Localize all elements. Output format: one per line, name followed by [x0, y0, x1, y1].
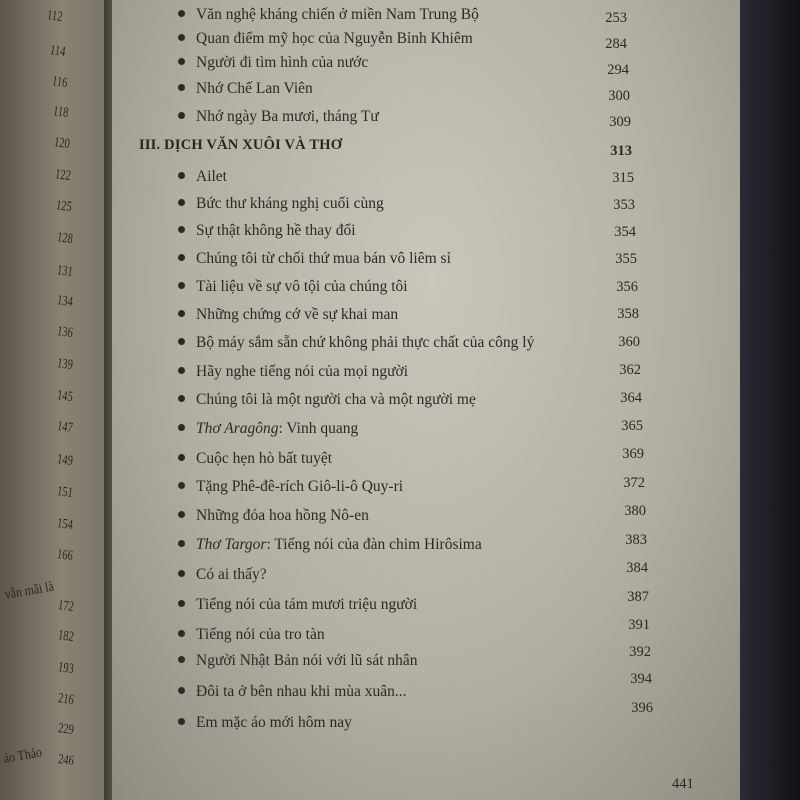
background-edge	[740, 0, 800, 800]
left-page-number: 136	[56, 324, 74, 342]
toc-entry-page: 391	[628, 617, 650, 633]
left-page-number: 145	[56, 388, 74, 406]
toc-entry	[178, 108, 379, 126]
toc-entry-page: 358	[617, 306, 639, 322]
bullet-icon	[178, 254, 185, 261]
toc-entry	[178, 420, 358, 438]
toc-entry	[178, 391, 476, 409]
left-page-number: 246	[57, 752, 75, 770]
left-page-number: 139	[56, 356, 74, 374]
toc-entry	[178, 714, 352, 732]
page-folio: 441	[672, 776, 694, 792]
toc-entry	[178, 195, 384, 213]
toc-entry-title: Tài liệu về sự vô tội của chúng tôi	[196, 278, 408, 295]
toc-entry-title: Tiếng nói của tám mươi triệu người	[196, 596, 418, 613]
toc-entry-page: 383	[625, 532, 647, 548]
toc-entry	[178, 450, 332, 468]
toc-entry-title: Sự thật không hề thay đổi	[196, 222, 356, 239]
toc-entry-title: Có ai thấy?	[196, 566, 267, 583]
toc-entry-page: 362	[619, 362, 641, 378]
toc-entry	[178, 683, 407, 701]
bullet-icon	[178, 630, 185, 637]
toc-entry-title: Ailet	[196, 168, 227, 185]
toc-entry	[178, 278, 408, 296]
left-page-number: 116	[51, 74, 69, 92]
toc-entry-title: Quan điểm mỹ học của Nguyễn Bỉnh Khiêm	[196, 30, 473, 47]
toc-entry-page: 360	[618, 334, 640, 350]
toc-entry-title: Bộ máy sắm sẵn chứ không phải thực chất của công lý	[196, 334, 535, 351]
left-page-number: 128	[56, 230, 74, 248]
bullet-icon	[178, 687, 185, 694]
section-page: 313	[610, 143, 632, 159]
bullet-icon	[178, 310, 185, 317]
toc-entry-title: Hãy nghe tiếng nói của mọi người	[196, 363, 409, 380]
toc-entry-prefix: Thơ Targor	[196, 536, 267, 553]
left-page-number: 166	[56, 547, 74, 565]
bullet-icon	[178, 58, 185, 65]
bullet-icon	[178, 34, 185, 41]
bullet-icon	[178, 656, 185, 663]
bullet-icon	[178, 424, 185, 431]
left-page-number: 134	[56, 293, 74, 311]
bullet-icon	[178, 482, 185, 489]
bullet-icon	[178, 84, 185, 91]
toc-entry	[178, 6, 479, 24]
toc-entry-page: 355	[615, 251, 637, 267]
toc-entry-title: Tiếng nói của tro tàn	[196, 626, 325, 643]
bullet-icon	[178, 395, 185, 402]
left-page-fragment: vẫn mãi là	[3, 579, 56, 603]
toc-entry	[178, 507, 369, 525]
toc-entry	[178, 168, 227, 186]
toc-entry-page: 294	[607, 62, 629, 78]
toc-entry	[178, 30, 473, 48]
right-page	[112, 0, 752, 800]
bullet-icon	[178, 540, 185, 547]
toc-entry-title: Bức thư kháng nghị cuối cùng	[196, 195, 384, 212]
left-page-fragment: ảo Tháo	[2, 745, 44, 767]
toc-entry-page: 309	[609, 114, 631, 130]
toc-entry-title: : Vinh quang	[278, 420, 359, 437]
toc-entry-page: 300	[608, 88, 630, 104]
left-page-number: 120	[53, 135, 71, 153]
toc-entry-title: Nhớ Chế Lan Viên	[196, 80, 313, 97]
toc-entry-title: : Tiếng nói của đàn chim Hirôsima	[266, 536, 482, 553]
bullet-icon	[178, 172, 185, 179]
toc-entry-title: Những đóa hoa hồng Nô-en	[196, 507, 369, 524]
bullet-icon	[178, 718, 185, 725]
toc-entry-title: Nhớ ngày Ba mươi, tháng Tư	[196, 108, 379, 125]
toc-entry	[178, 54, 368, 72]
toc-entry-title: Người Nhật Bản nói với lũ sát nhân	[196, 652, 418, 669]
bullet-icon	[178, 600, 185, 607]
toc-entry	[178, 478, 403, 496]
bullet-icon	[178, 570, 185, 577]
toc-entry	[178, 80, 313, 98]
toc-entry-page: 356	[616, 279, 638, 295]
bullet-icon	[178, 226, 185, 233]
toc-entry	[178, 652, 418, 670]
toc-entry-page: 253	[605, 10, 627, 26]
toc-entry-prefix: Thơ Aragông	[196, 420, 279, 437]
toc-entry	[178, 596, 417, 614]
toc-entry	[178, 626, 325, 644]
toc-entry-title: Đôi ta ở bên nhau khi mùa xuân...	[196, 683, 407, 700]
bullet-icon	[178, 282, 185, 289]
left-page-number: 125	[55, 198, 73, 216]
toc-entry	[178, 306, 398, 324]
left-page-number: 149	[56, 452, 74, 470]
toc-entry-page: 364	[620, 390, 642, 406]
left-page-number: 216	[57, 691, 75, 709]
bullet-icon	[178, 199, 185, 206]
left-page	[0, 0, 112, 800]
toc-entry-page: 396	[631, 700, 653, 716]
toc-entry-page: 353	[613, 197, 635, 213]
bullet-icon	[178, 112, 185, 119]
toc-entry-page: 392	[629, 644, 651, 660]
left-page-number: 114	[49, 43, 67, 61]
toc-entry	[178, 566, 267, 584]
bullet-icon	[178, 454, 185, 461]
left-page-number: 154	[56, 516, 74, 534]
toc-entry-page: 394	[630, 671, 652, 687]
toc-entry-title: Em mặc áo mới hôm nay	[196, 714, 352, 731]
bullet-icon	[178, 511, 185, 518]
bullet-icon	[178, 367, 185, 374]
left-page-number: 193	[57, 660, 75, 678]
toc-entry-page: 315	[612, 170, 634, 186]
left-page-number: 118	[52, 104, 70, 122]
toc-entry-page: 284	[605, 36, 627, 52]
toc-entry-title: Cuộc hẹn hò bất tuyệt	[196, 450, 333, 467]
toc-entry-title: Chúng tôi là một người cha và một người mẹ	[196, 391, 476, 408]
toc-entry	[178, 250, 451, 268]
left-page-number: 172	[57, 598, 75, 616]
toc-entry-page: 369	[622, 446, 644, 462]
left-page-number: 131	[56, 263, 74, 281]
toc-entry-title: Văn nghệ kháng chiến ở miền Nam Trung Bộ	[196, 6, 479, 23]
toc-entry-title: Tặng Phê-đê-rích Giô-li-ô Quy-ri	[196, 478, 404, 495]
toc-entry-page: 380	[624, 503, 646, 519]
toc-entry-page: 384	[626, 560, 648, 576]
left-page-number: 147	[56, 419, 74, 437]
left-page-number: 182	[57, 628, 75, 646]
toc-entry-page: 372	[623, 475, 645, 491]
toc-entry-title: Chúng tôi từ chối thứ mua bán vô liêm sỉ	[196, 250, 451, 267]
toc-entry	[178, 334, 534, 352]
section-heading: III. DỊCH VĂN XUÔI VÀ THƠ	[139, 137, 343, 153]
toc-entry	[178, 536, 482, 554]
toc-entry-page: 354	[614, 224, 636, 240]
left-page-number: 122	[54, 167, 72, 185]
toc-entry	[178, 222, 356, 240]
toc-entry-title: Những chứng cớ về sự khai man	[196, 306, 399, 323]
toc-entry-title: Người đi tìm hình của nước	[196, 54, 369, 71]
left-page-number: 229	[57, 721, 75, 739]
toc-entry-page: 365	[621, 418, 643, 434]
bullet-icon	[178, 338, 185, 345]
left-page-number: 151	[56, 484, 74, 502]
toc-entry-page: 387	[627, 589, 649, 605]
bullet-icon	[178, 10, 185, 17]
toc-entry	[178, 363, 408, 381]
left-page-number: 112	[46, 8, 64, 26]
